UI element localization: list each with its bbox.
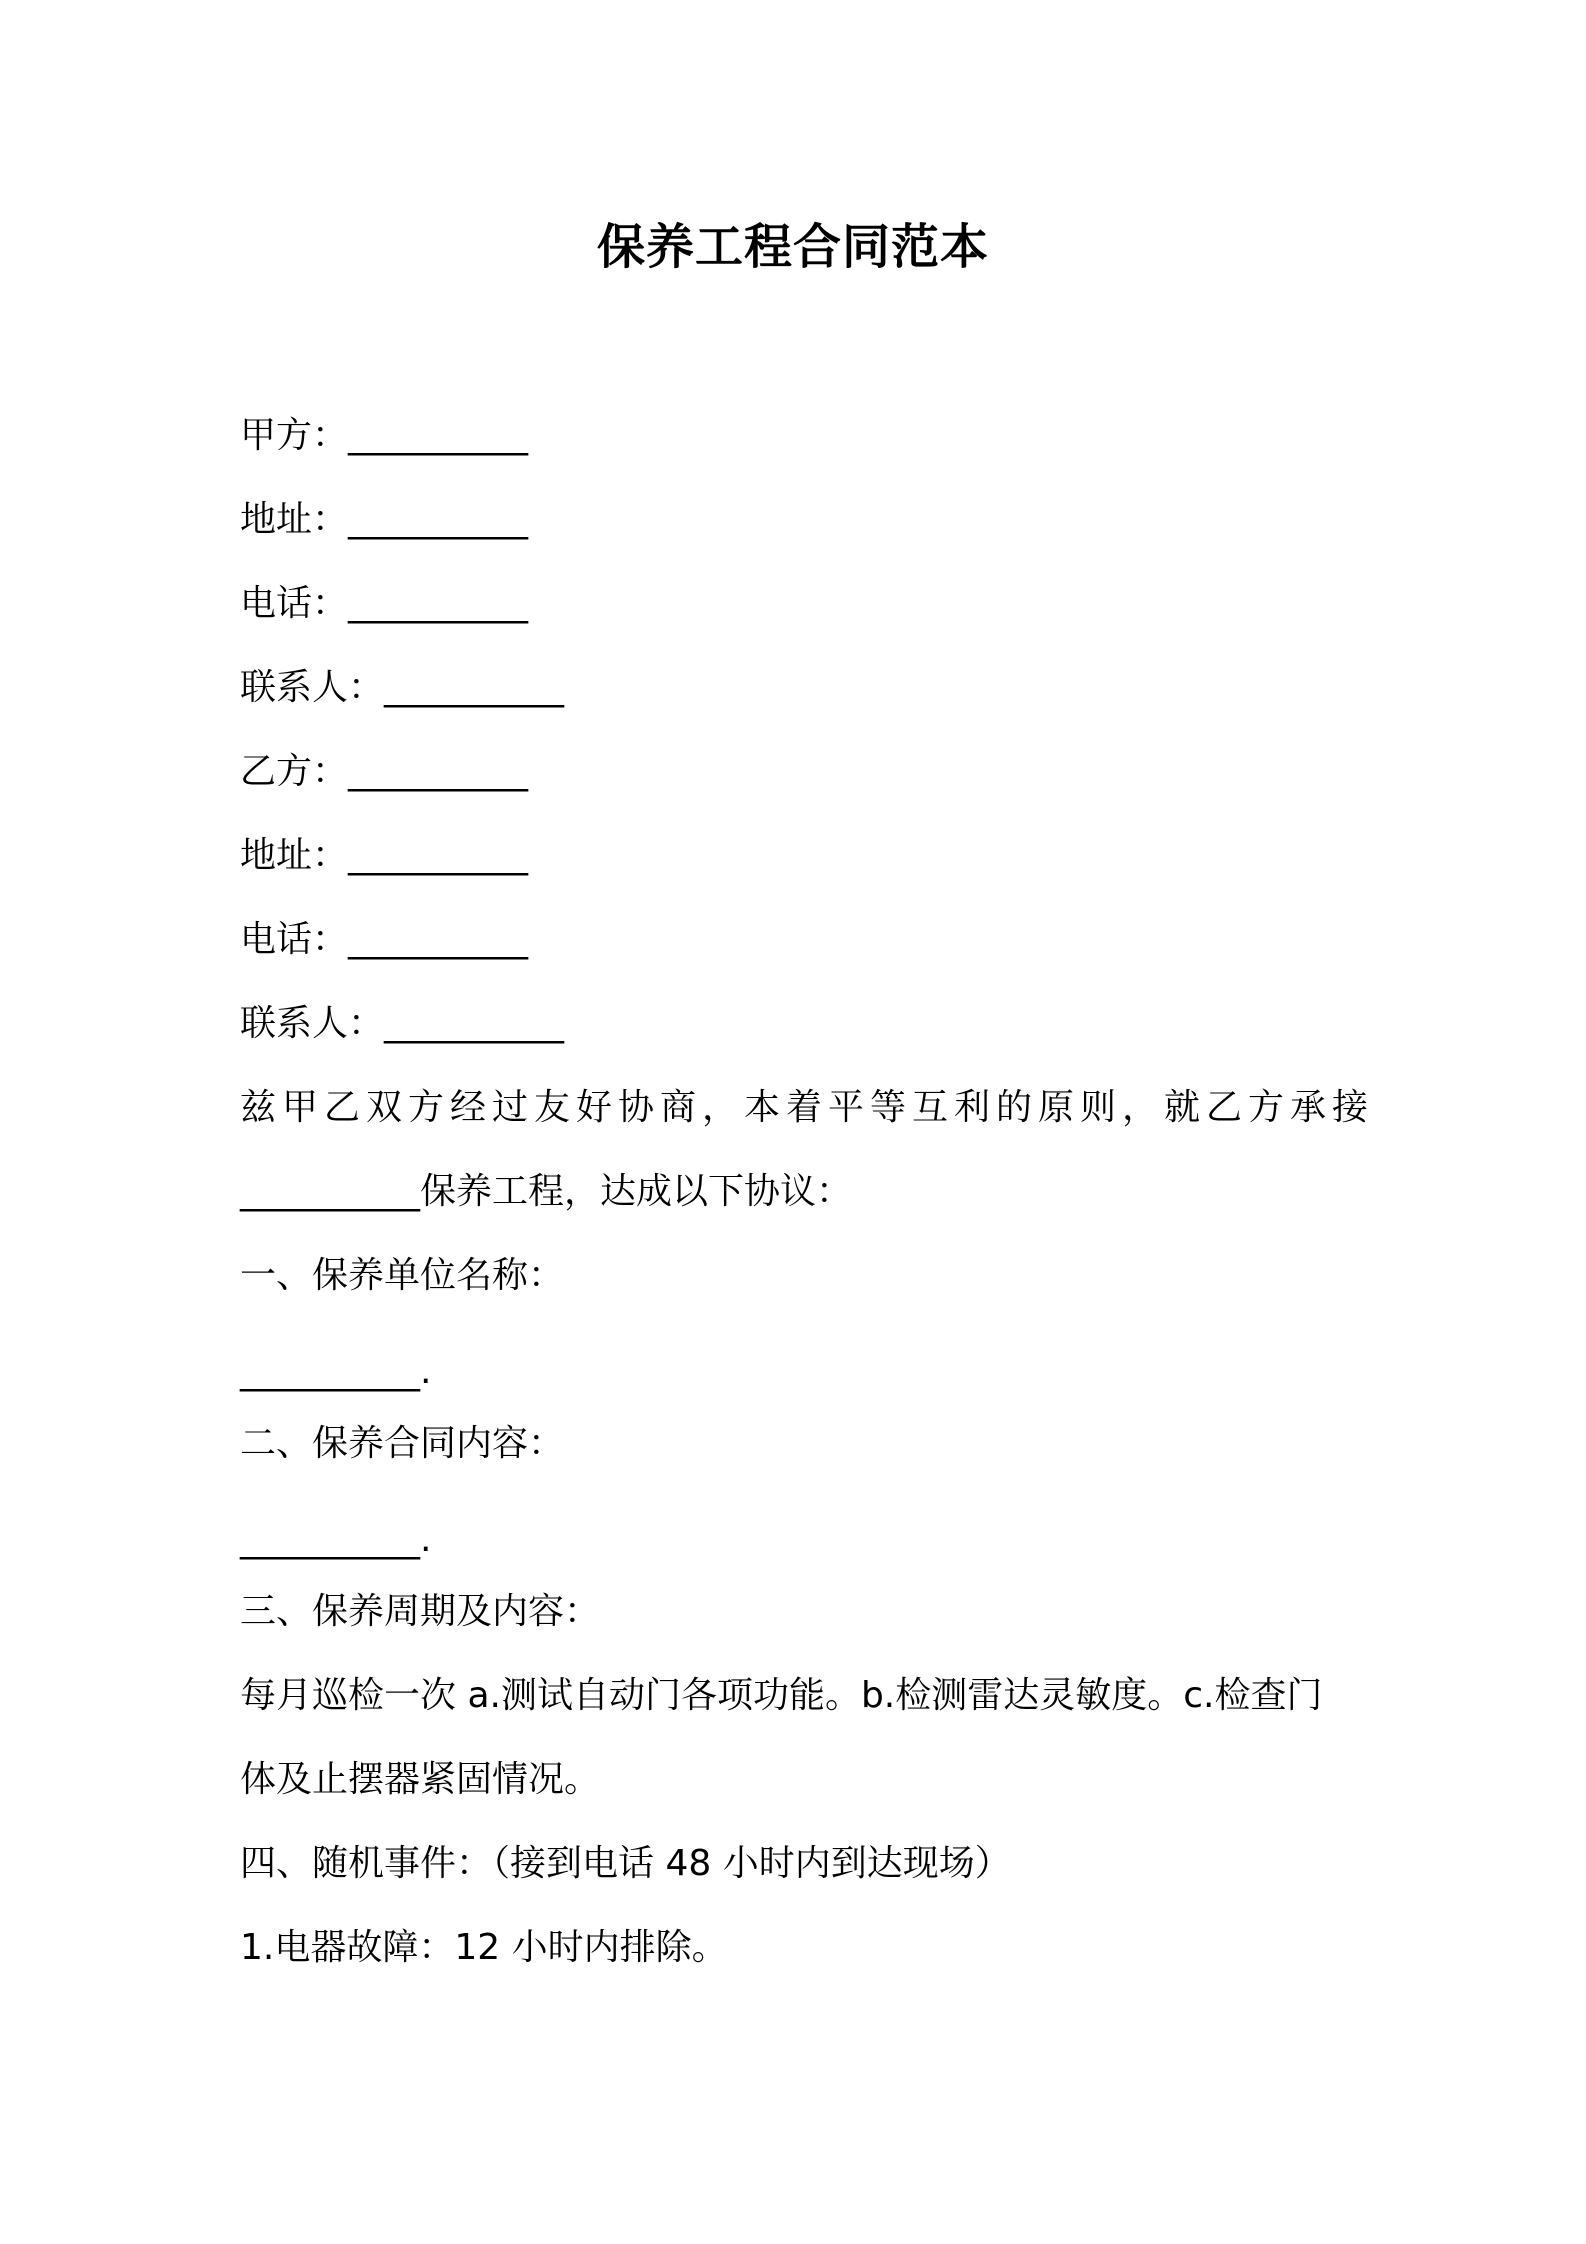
party-b-name: 乙方：__________	[240, 751, 529, 792]
document-title: 保养工程合同范本	[596, 219, 989, 275]
party-a-phone: 电话：__________	[240, 583, 529, 624]
section-2-heading: 二、保养合同内容：	[240, 1423, 565, 1464]
party-b-address: 地址：__________	[240, 835, 529, 876]
section-4-heading: 四、随机事件：（接到电话 48 小时内到达现场）	[240, 1843, 1011, 1884]
party-b-contact: 联系人：__________	[240, 1003, 565, 1044]
party-b-phone: 电话：__________	[240, 919, 529, 960]
party-a-contact: 联系人：__________	[240, 667, 565, 708]
section-3-body-line-1: 每月巡检一次 a.测试自动门各项功能。b.检测雷达灵敏度。c.检查门	[240, 1675, 1323, 1716]
preamble-line-2: __________保养工程，达成以下协议：	[240, 1171, 853, 1212]
section-1-body: __________.	[240, 1351, 432, 1392]
section-1-heading: 一、保养单位名称：	[240, 1255, 565, 1296]
section-4-body: 1.电器故障：12 小时内排除。	[240, 1927, 728, 1968]
preamble-line-1: 兹甲乙双方经过友好协商，本着平等互利的原则，就乙方承接	[240, 1087, 1375, 1128]
party-a-address: 地址：__________	[240, 499, 529, 540]
section-2-body: __________.	[240, 1519, 432, 1560]
party-a-name: 甲方：__________	[240, 415, 529, 456]
section-3-heading: 三、保养周期及内容：	[240, 1591, 601, 1632]
section-3-body-line-2: 体及止摆器紧固情况。	[240, 1759, 601, 1800]
